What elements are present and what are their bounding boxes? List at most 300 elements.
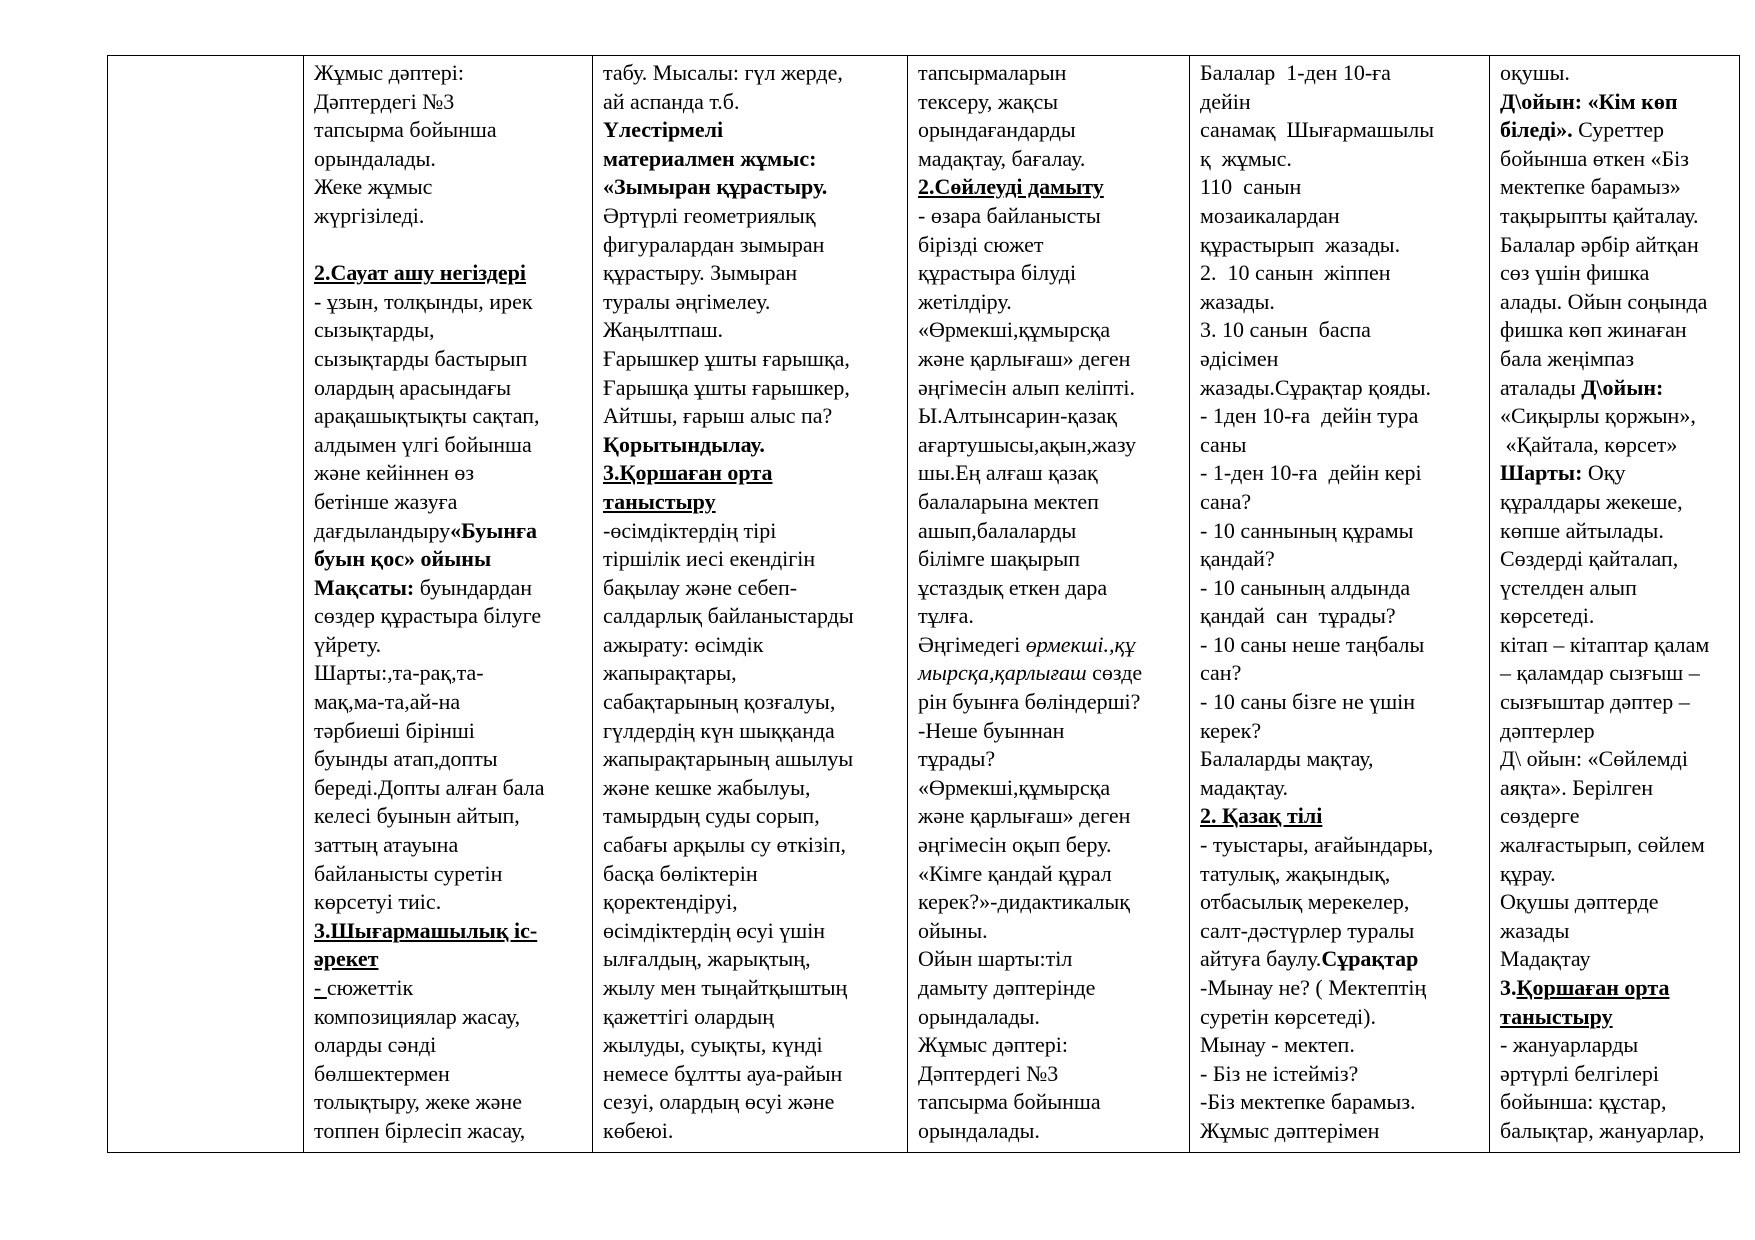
text-line — [314, 1060, 586, 1089]
text-line — [314, 688, 586, 717]
table-cell-3 — [908, 56, 1190, 1153]
text-line — [1500, 259, 1733, 288]
text-line — [1200, 860, 1483, 889]
text-segment: алдымен үлгі бойынша — [314, 431, 532, 457]
text-segment: керек? — [1200, 717, 1262, 743]
text-line — [1200, 316, 1483, 345]
text-segment: көбеюі. — [603, 1117, 674, 1143]
text-segment: Дәптердегі №3 — [314, 88, 455, 114]
text-segment: байланысты суретін — [314, 860, 503, 886]
text-segment: әңгімесін оқып беру. — [918, 832, 1112, 858]
text-line — [1500, 345, 1733, 374]
text-line — [1200, 1088, 1483, 1117]
text-line — [1200, 888, 1483, 917]
text-segment: ай аспанда т.б. — [603, 88, 740, 114]
text-line — [1200, 202, 1483, 231]
text-segment: - — [314, 975, 327, 1000]
text-segment: жапырақтары, — [603, 660, 737, 686]
text-line — [918, 545, 1183, 574]
text-line — [1200, 459, 1483, 488]
text-line — [918, 288, 1183, 317]
text-segment: Мынау - мектеп. — [1200, 1032, 1355, 1058]
text-segment: таныстыру — [1500, 1003, 1613, 1029]
text-line — [314, 173, 586, 202]
text-segment: немесе бұлтты ауа-райын — [603, 1060, 843, 1086]
text-segment: жүргізіледі. — [314, 202, 425, 228]
text-segment: сызғыштар дәптер – — [1500, 689, 1690, 715]
text-line — [603, 116, 901, 145]
text-line — [1200, 288, 1483, 317]
text-segment: Оқу — [1582, 460, 1626, 486]
text-line — [918, 1088, 1183, 1117]
text-line — [918, 688, 1183, 717]
text-line — [918, 88, 1183, 117]
text-line — [918, 173, 1183, 202]
text-line — [1500, 602, 1733, 631]
text-segment: мектепке барамыз» — [1500, 174, 1681, 200]
text-line — [1500, 59, 1733, 88]
text-segment: Мадақтау — [1500, 946, 1591, 972]
text-segment: және кейіннен өз — [314, 460, 475, 486]
text-line — [603, 974, 901, 1003]
text-line — [1500, 1088, 1733, 1117]
text-segment: «Сиқырлы қоржын», — [1500, 403, 1696, 429]
text-line — [918, 745, 1183, 774]
text-line — [1200, 259, 1483, 288]
text-segment: және қарлығаш» деген — [918, 803, 1131, 829]
text-line — [603, 1031, 901, 1060]
text-line — [603, 1117, 901, 1146]
text-line — [314, 431, 586, 460]
text-line — [603, 574, 901, 603]
text-line — [314, 574, 586, 603]
text-segment: -Біз мектепке барамыз. — [1200, 1089, 1416, 1115]
text-segment: Д\ойын: «Кім көп — [1500, 88, 1678, 114]
table-cell-4 — [1190, 56, 1490, 1153]
text-line — [1500, 688, 1733, 717]
text-segment: орындағандарды — [918, 117, 1076, 143]
text-segment: 2. 10 санын жіппен — [1200, 260, 1391, 286]
text-line — [314, 602, 586, 631]
text-segment: және кешке жабылуы, — [603, 774, 811, 800]
text-line — [603, 173, 901, 202]
text-segment: Суреттер — [1572, 117, 1665, 143]
text-segment: бойынша өткен «Біз — [1500, 145, 1689, 171]
text-line — [314, 316, 586, 345]
text-segment: Мақсаты: — [314, 574, 415, 600]
text-line — [603, 688, 901, 717]
text-line — [1200, 173, 1483, 202]
text-segment: Үлестірмелі — [603, 117, 724, 143]
text-line — [1500, 288, 1733, 317]
text-line — [918, 59, 1183, 88]
text-line — [1200, 659, 1483, 688]
text-line — [603, 374, 901, 403]
table-cell-1 — [304, 56, 593, 1153]
text-line — [918, 145, 1183, 174]
text-line — [1200, 688, 1483, 717]
text-line — [1500, 316, 1733, 345]
text-segment: жылуды, суықты, күнді — [603, 1032, 823, 1058]
text-segment: біледі». — [1500, 117, 1573, 143]
text-segment: тұрады? — [918, 746, 996, 772]
text-segment: оларды сәнді — [314, 1032, 437, 1058]
text-line — [1200, 1060, 1483, 1089]
text-segment: көрсетуі тиіс. — [314, 889, 442, 915]
text-segment: - 10 санының алдында — [1200, 574, 1411, 600]
text-line — [1200, 402, 1483, 431]
text-segment: саны — [1200, 431, 1247, 457]
text-line — [1200, 145, 1483, 174]
text-line — [603, 345, 901, 374]
text-segment: жазады — [1500, 917, 1570, 943]
text-segment: - 1ден 10-ға дейін тура — [1200, 403, 1419, 429]
text-segment: құрастыру. Зымыран — [603, 260, 798, 286]
text-segment: - жануарларды — [1500, 1032, 1639, 1058]
text-line — [314, 917, 586, 946]
text-segment: Әртүрлі геометриялық — [603, 202, 816, 228]
text-segment: 3. — [1500, 975, 1517, 1000]
text-segment: гүлдердің күн шыққанда — [603, 717, 835, 743]
text-segment: Ойын шарты:тіл — [918, 946, 1073, 972]
table-cell-empty — [108, 56, 304, 1153]
text-segment: бала жеңімпаз — [1500, 345, 1635, 371]
text-line — [1500, 1117, 1733, 1146]
text-segment: буынды атап,допты — [314, 746, 498, 772]
text-segment: тамырдың суды сорып, — [603, 803, 820, 829]
text-segment: береді.Допты алған бала — [314, 774, 545, 800]
text-line — [314, 88, 586, 117]
text-line — [314, 488, 586, 517]
text-line — [1500, 374, 1733, 403]
text-segment: Жұмыс дәптері: — [314, 60, 465, 85]
text-segment: сөз үшін фишка — [1500, 260, 1650, 286]
text-segment: отбасылық мерекелер, — [1200, 889, 1410, 915]
text-line — [1200, 774, 1483, 803]
text-segment: көрсетеді. — [1500, 603, 1595, 629]
text-line — [918, 202, 1183, 231]
text-segment: өсімдіктердің өсуі үшін — [603, 917, 826, 943]
text-line — [918, 1060, 1183, 1089]
text-line — [314, 945, 586, 974]
text-segment: әңгімесін алып келіпті. — [918, 374, 1136, 400]
text-line — [1200, 517, 1483, 546]
text-segment: сан? — [1200, 660, 1242, 686]
text-line — [1500, 1003, 1733, 1032]
text-line — [918, 802, 1183, 831]
text-segment: «Кімге қандай құрал — [918, 860, 1112, 886]
text-segment: Балалар 1-ден 10-ға — [1200, 60, 1391, 85]
text-segment: тапсырма бойынша — [918, 1089, 1101, 1115]
text-segment: жазады. — [1200, 288, 1275, 314]
text-segment: көпше айтылады. — [1500, 517, 1664, 543]
text-segment: үстелден алып — [1500, 574, 1637, 600]
text-segment: - ұзын, толқынды, ирек — [314, 288, 533, 314]
text-segment: орындалады. — [314, 145, 436, 171]
text-line — [918, 259, 1183, 288]
text-line — [1500, 774, 1733, 803]
text-segment: 3. 10 санын баспа — [1200, 317, 1371, 343]
text-segment: құрастыра білуді — [918, 260, 1077, 286]
text-line — [314, 374, 586, 403]
text-line — [603, 545, 901, 574]
text-segment: - өзара байланысты — [918, 202, 1101, 228]
text-line — [603, 802, 901, 831]
table-cell-5 — [1490, 56, 1740, 1153]
text-segment: ойыны. — [918, 917, 988, 943]
text-line — [918, 402, 1183, 431]
text-line — [1500, 459, 1733, 488]
text-segment: сабақтарының қозғалуы, — [603, 689, 836, 715]
text-line — [1500, 574, 1733, 603]
text-segment: жазады.Сұрақтар қояды. — [1200, 374, 1432, 400]
text-line — [1500, 831, 1733, 860]
text-line — [1200, 1003, 1483, 1032]
text-line — [1200, 431, 1483, 460]
text-segment: -өсімдіктердің тірі — [603, 517, 777, 543]
text-segment: сюжеттік — [326, 975, 414, 1000]
text-segment: «Қайтала, көрсет» — [1500, 431, 1678, 457]
text-segment: 110 санын — [1200, 174, 1302, 200]
text-line — [918, 231, 1183, 260]
text-line — [1200, 116, 1483, 145]
text-line — [603, 231, 901, 260]
text-segment: Шарты: — [1500, 460, 1583, 486]
text-line — [1500, 88, 1733, 117]
text-segment: 2.Сөйлеуді дамыту — [918, 174, 1104, 200]
table-cell-2 — [593, 56, 908, 1153]
text-line — [314, 974, 586, 1003]
text-line — [918, 517, 1183, 546]
text-segment: – қаламдар сызғыш – — [1500, 660, 1700, 686]
text-line — [918, 1003, 1183, 1032]
text-line — [603, 459, 901, 488]
text-line — [603, 59, 901, 88]
text-segment: фигуралардан зымыран — [603, 231, 825, 257]
text-line — [1500, 488, 1733, 517]
text-segment: оқушы. — [1500, 60, 1570, 85]
text-line — [1200, 374, 1483, 403]
text-segment: бақылау және себеп- — [603, 574, 798, 600]
text-line — [918, 431, 1183, 460]
text-line — [603, 202, 901, 231]
text-segment: Ғарышқа ұшты ғарышкер, — [603, 374, 850, 400]
text-segment: сызықтарды бастырып — [314, 345, 528, 371]
text-segment: тексеру, жақсы — [918, 88, 1059, 114]
text-line — [1500, 917, 1733, 946]
text-line — [1200, 631, 1483, 660]
text-line — [603, 860, 901, 889]
text-segment: заттың атауына — [314, 832, 459, 858]
text-line — [918, 917, 1183, 946]
text-segment: Д\ойын: — [1581, 374, 1664, 400]
text-line — [603, 774, 901, 803]
text-segment: - 10 саны бізге не үшін — [1200, 689, 1416, 715]
text-segment: орындалады. — [918, 1003, 1040, 1029]
text-segment: фишка көп жинаған — [1500, 317, 1687, 343]
text-line — [314, 345, 586, 374]
text-line — [1200, 345, 1483, 374]
text-segment: сызықтарды, — [314, 317, 435, 343]
text-segment: жалғастырып, сөйлем — [1500, 832, 1705, 858]
text-line — [1500, 802, 1733, 831]
text-line — [1500, 545, 1733, 574]
text-segment: балықтар, жануарлар, — [1500, 1117, 1705, 1143]
text-segment: жапырақтарының ашылуы — [603, 746, 854, 772]
text-segment: топпен бірлесіп жасау, — [314, 1117, 526, 1143]
text-line — [314, 259, 586, 288]
text-line — [1200, 1031, 1483, 1060]
text-segment: бойынша: құстар, — [1500, 1089, 1667, 1115]
text-segment: қажеттігі олардың — [603, 1003, 775, 1029]
text-line — [918, 888, 1183, 917]
text-segment: буын қос» ойыны — [314, 546, 492, 572]
text-segment: құрау. — [1500, 860, 1556, 886]
text-segment: тапсырма бойынша — [314, 117, 497, 143]
text-segment: қ жұмыс. — [1200, 145, 1292, 171]
text-segment: келесі буынын айтып, — [314, 803, 520, 829]
text-line — [314, 231, 586, 260]
text-line — [918, 374, 1183, 403]
text-line — [918, 974, 1183, 1003]
text-segment: дәптерлер — [1500, 717, 1595, 743]
text-line — [1500, 202, 1733, 231]
text-line — [1500, 173, 1733, 202]
text-line — [314, 459, 586, 488]
text-line — [1500, 231, 1733, 260]
text-line — [1200, 831, 1483, 860]
text-line — [918, 1117, 1183, 1146]
text-segment: 3.Қоршаған орта — [603, 460, 773, 486]
text-line — [314, 145, 586, 174]
text-line — [1500, 659, 1733, 688]
text-segment: дағдыландыру — [314, 517, 451, 543]
text-line — [918, 116, 1183, 145]
text-segment: дамыту дәптерінде — [918, 975, 1096, 1000]
text-segment: сөздерге — [1500, 803, 1580, 829]
text-line — [918, 774, 1183, 803]
text-segment: аяқта». Берілген — [1500, 774, 1653, 800]
text-segment: «Зымыран құрастыру. — [603, 174, 828, 200]
text-line — [314, 545, 586, 574]
text-segment: аталады — [1500, 374, 1582, 400]
text-line — [314, 802, 586, 831]
text-line — [1500, 402, 1733, 431]
text-line — [918, 488, 1183, 517]
text-segment: Жаңылтпаш. — [603, 317, 724, 343]
text-segment: және қарлығаш» деген — [918, 345, 1131, 371]
text-segment: жылу мен тыңайтқыштың — [603, 975, 848, 1000]
text-line — [314, 774, 586, 803]
text-line — [314, 1088, 586, 1117]
text-line — [314, 517, 586, 546]
text-segment: Қоршаған орта — [1516, 975, 1670, 1000]
text-segment: тапсырмаларын — [918, 60, 1067, 85]
text-segment: - туыстары, ағайындары, — [1200, 832, 1434, 858]
text-line — [1200, 717, 1483, 746]
text-line — [603, 631, 901, 660]
text-line — [1500, 517, 1733, 546]
text-segment: әдісімен — [1200, 345, 1279, 371]
text-line — [603, 259, 901, 288]
text-line — [1200, 945, 1483, 974]
text-segment: салдарлық байланыстарды — [603, 603, 854, 629]
text-segment: Оқушы дәптерде — [1500, 889, 1659, 915]
text-segment: кітап – кітаптар қалам — [1500, 631, 1710, 657]
text-segment: Балаларды мақтау, — [1200, 746, 1374, 772]
text-segment: мадақтау, бағалау. — [918, 145, 1086, 171]
text-line — [603, 717, 901, 746]
text-segment: табу. Мысалы: гүл жерде, — [603, 60, 843, 85]
text-line — [1200, 574, 1483, 603]
text-segment: балаларына мектеп — [918, 488, 1099, 514]
text-segment: білімге шақырып — [918, 546, 1081, 572]
text-segment: 2.Сауат ашу негіздері — [314, 260, 527, 286]
text-line — [314, 402, 586, 431]
text-line — [603, 602, 901, 631]
text-line — [603, 1088, 901, 1117]
text-segment: орындалады. — [918, 1117, 1040, 1143]
text-line — [1200, 802, 1483, 831]
text-segment: тақырыпты қайталау. — [1500, 202, 1699, 228]
text-segment: ағартушысы,ақын,жазу — [918, 431, 1137, 457]
text-line — [918, 602, 1183, 631]
text-segment: рін буынға бөліндерші? — [918, 689, 1141, 715]
text-segment: «Өрмекші,құмырсқа — [918, 317, 1111, 343]
text-line — [1200, 488, 1483, 517]
text-segment: арақашықтықты сақтап, — [314, 403, 540, 429]
text-segment: Жұмыс дәптері: — [918, 1032, 1069, 1058]
text-line — [918, 316, 1183, 345]
text-line — [1200, 231, 1483, 260]
text-line — [603, 517, 901, 546]
text-segment: ылғалдың, жарықтың, — [603, 946, 811, 972]
text-segment: алады. Ойын соңында — [1500, 288, 1708, 314]
text-segment: дейін — [1200, 88, 1251, 114]
text-line — [1500, 745, 1733, 774]
text-line — [314, 1117, 586, 1146]
text-line — [314, 659, 586, 688]
text-segment: Әңгімедегі — [918, 631, 1026, 657]
text-segment: жетілдіру. — [918, 288, 1012, 314]
text-segment: ашып,балаларды — [918, 517, 1077, 543]
text-line — [1500, 1060, 1733, 1089]
text-line — [918, 717, 1183, 746]
text-line — [603, 1003, 901, 1032]
text-line — [918, 1031, 1183, 1060]
text-line — [1500, 116, 1733, 145]
text-segment: Жеке жұмыс — [314, 174, 433, 200]
text-segment: тұлға. — [918, 603, 974, 629]
text-line — [1500, 945, 1733, 974]
text-segment: өрмекші.,құ — [1025, 631, 1136, 657]
text-line — [603, 745, 901, 774]
text-line — [314, 59, 586, 88]
lesson-plan-table — [107, 55, 1740, 1153]
text-line — [314, 831, 586, 860]
text-line — [603, 316, 901, 345]
text-segment: үйрету. — [314, 631, 382, 657]
text-segment: шы.Ең алғаш қазақ — [918, 460, 1098, 486]
text-line — [918, 459, 1183, 488]
text-line — [314, 888, 586, 917]
text-line — [1500, 145, 1733, 174]
text-segment: Қорытындылау. — [603, 431, 765, 457]
text-line — [314, 631, 586, 660]
text-segment: құралдары жекеше, — [1500, 488, 1683, 514]
text-line — [603, 917, 901, 946]
text-line — [603, 288, 901, 317]
